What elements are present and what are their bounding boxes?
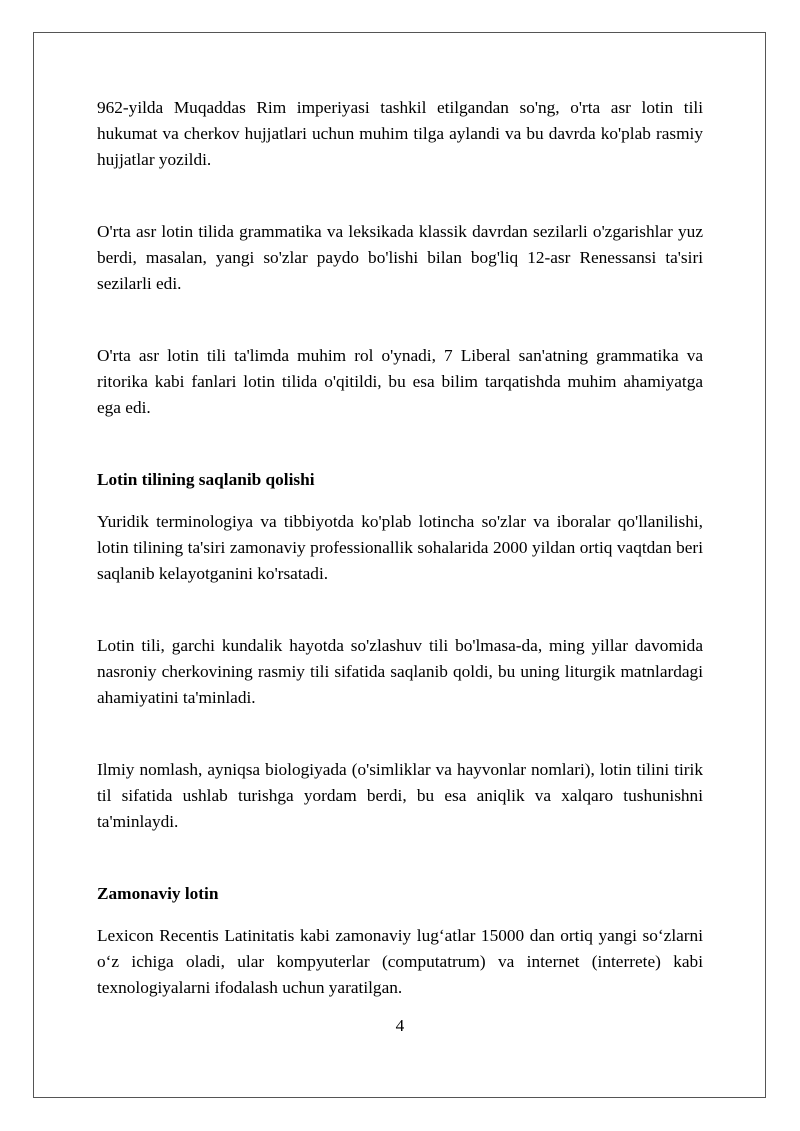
- page-number: 4: [395, 1016, 405, 1035]
- paragraph: O'rta asr lotin tilida grammatika va leksikada klassik davrdan sezilarli o'zgarishlar yuz berdi, masalan, yangi so'zlar paydo bo'lishi bilan bog'liq 12-asr Renessansi ta'siri sezilarli edi.: [97, 222, 703, 293]
- paragraph: Ilmiy nomlash, ayniqsa biologiyada (o'simliklar va hayvonlar nomlari), lotin tilini tirik til sifatida ushlab turishga yordam berdi, bu esa aniqlik va xalqaro tushunishni ta'minlaydi.: [97, 760, 703, 831]
- paragraph: Lotin tili, garchi kundalik hayotda so'zlashuv tili bo'lmasa-da, ming yillar davomida nasroniy cherkovining rasmiy tili sifatida saqlanib qoldi, bu uning liturgik matnlardagi ahamiyatini ta'minladi.: [97, 636, 703, 707]
- paragraph: 962-yilda Muqaddas Rim imperiyasi tashkil etilgandan so'ng, o'rta asr lotin tili hukumat va cherkov hujjatlari uchun muhim tilga aylandi va bu davrda ko'plab rasmiy hujjatlar yozildi.: [97, 98, 703, 169]
- section-heading: Lotin tilining saqlanib qolishi: [97, 470, 315, 489]
- paragraph: Lexicon Recentis Latinitatis kabi zamonaviy lug‘atlar 15000 dan ortiq yangi so‘zlarni o‘z ichiga oladi, ular kompyuterlar (computatrum) va internet (interrete) kabi texnologiyalarni ifodalash uchun yaratilgan.: [97, 926, 703, 997]
- paragraph: Yuridik terminologiya va tibbiyotda ko'plab lotincha so'zlar va iboralar qo'llanilishi, lotin tilining ta'siri zamonaviy professionallik sohalarida 2000 yildan ortiq vaqtdan beri saqlanib kelayotganini ko'rsatadi.: [97, 512, 703, 583]
- section-heading: Zamonaviy lotin: [97, 884, 219, 903]
- page-content: [97, 91, 703, 1001]
- paragraph: O'rta asr lotin tili ta'limda muhim rol o'ynadi, 7 Liberal san'atning grammatika va ritorika kabi fanlari lotin tilida o'qitildi, bu esa bilim tarqatishda muhim ahamiyatga ega edi.: [97, 346, 703, 417]
